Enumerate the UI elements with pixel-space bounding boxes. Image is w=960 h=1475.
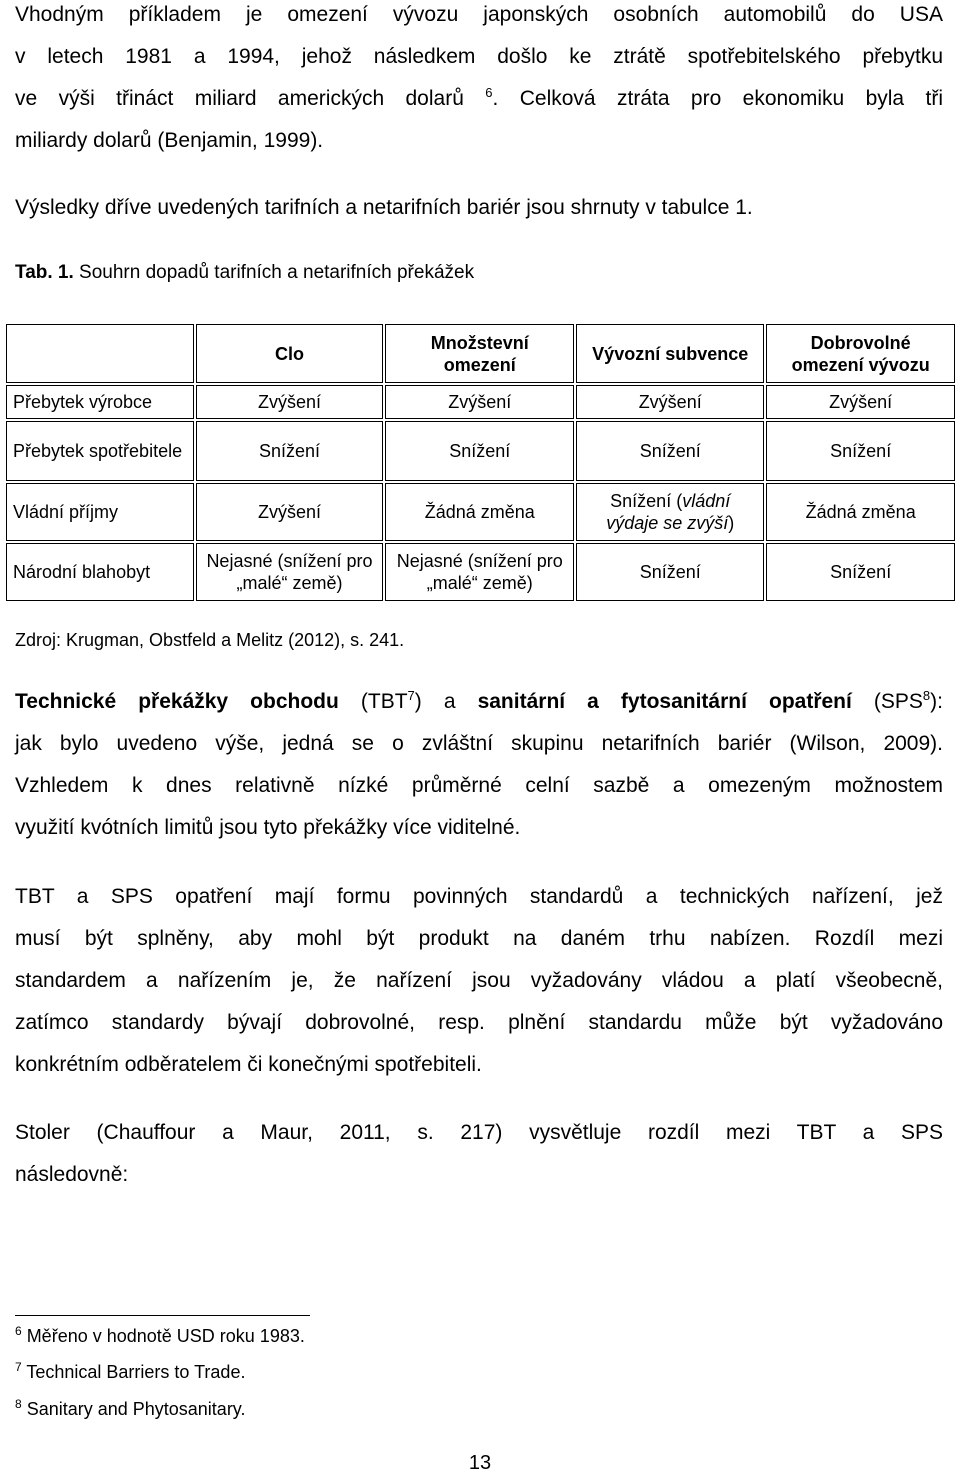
text-line: Vhodným příkladem je omezení vývozu japonských osobních automobilů do USA: [15, 3, 943, 26]
table-row: [6, 421, 955, 481]
text-fragment: ):: [930, 690, 943, 713]
text-line: Stoler (Chauffour a Maur, 2011, s. 217) vysvětluje rozdíl mezi TBT a SPS: [15, 1121, 943, 1144]
text-line: Výsledky dříve uvedených tarifních a netarifních bariér jsou shrnuty v tabulce 1.: [15, 196, 753, 219]
footnote: [15, 1360, 245, 1384]
text-fragment: (TBT: [338, 690, 408, 713]
table-cell: Žádná změna: [766, 483, 955, 541]
paragraph-tbt-sps: [15, 681, 943, 849]
table-row: [6, 385, 955, 419]
footnote-separator: [15, 1315, 310, 1316]
table-cell: Zvýšení: [196, 385, 384, 419]
footnote-reference: 8: [922, 688, 931, 703]
text-fragment: . Celková ztráta pro ekonomiku byla tři: [492, 87, 943, 110]
text-line: standardem a nařízením je, že nařízení jsou vyžadovány vládou a platí všeobecně,: [15, 969, 943, 992]
table-cell: Snížení: [196, 421, 384, 481]
table-header-cell: Clo: [196, 324, 384, 383]
table-row-header: Vládní příjmy: [6, 483, 194, 541]
text-line: konkrétním odběratelem či konečnými spotřebiteli.: [15, 1053, 482, 1076]
table-row-header: Přebytek spotřebitele: [6, 421, 194, 481]
footnote-number: 7: [15, 1360, 22, 1374]
table-header-cell: Dobrovolné omezení vývozu: [766, 324, 955, 383]
table-source: Zdroj: Krugman, Obstfeld a Melitz (2012), s. 241.: [15, 630, 405, 650]
table-cell: Nejasné (snížení pro „malé“ země): [385, 543, 574, 601]
table-caption: [15, 258, 474, 288]
table-cell: Snížení: [576, 421, 764, 481]
table-cell: Snížení: [766, 543, 955, 601]
footnote-reference: 6: [485, 85, 493, 100]
footnote-text: Sanitary and Phytosanitary.: [21, 1399, 246, 1419]
footnote-reference: 7: [407, 688, 415, 703]
text-line: Vzhledem k dnes relativně nízké průměrné celní sazbě a omezeným možnostem: [15, 774, 943, 797]
table-cell: Žádná změna: [385, 483, 574, 541]
text-line: v letech 1981 a 1994, jehož následkem došlo ke ztrátě spotřebitelského přebytku: [15, 45, 943, 68]
table-label: Tab. 1.: [15, 262, 74, 283]
table-cell: Snížení: [576, 543, 764, 601]
table-cell: Nejasné (snížení pro „malé“ země): [196, 543, 384, 601]
table-cell: Snížení: [385, 421, 574, 481]
text-line: využití kvótních limitů jsou tyto překážky více viditelné.: [15, 816, 521, 839]
text-line: jak bylo uvedeno výše, jedná se o zvláštní skupinu netarifních bariér (Wilson, 2009).: [15, 732, 943, 755]
paragraph-export-restraint: [15, 0, 943, 162]
table-row-header: Přebytek výrobce: [6, 385, 194, 419]
table-cell: [576, 483, 764, 541]
cell-text: ): [728, 513, 735, 533]
footnote-number: 8: [15, 1397, 22, 1411]
text-line: následovně:: [15, 1163, 129, 1186]
table-cell: Zvýšení: [385, 385, 574, 419]
text-line: TBT a SPS opatření mají formu povinných standardů a technických nařízení, jež: [15, 885, 943, 908]
text-line: miliardy dolarů (Benjamin, 1999).: [15, 129, 324, 152]
table-row: [6, 483, 955, 541]
footnote: [15, 1324, 305, 1348]
cell-italic-text: vládní výdaje se zvýší: [606, 491, 731, 533]
table-header-cell: [6, 324, 194, 383]
footnote-text: Měřeno v hodnotě USD roku 1983.: [21, 1326, 305, 1346]
text-line: musí být splněny, aby mohl být produkt na daném trhu nabízen. Rozdíl mezi: [15, 927, 943, 950]
table-row-header: Národní blahobyt: [6, 543, 194, 601]
footnote-number: 6: [15, 1324, 22, 1338]
text-fragment: ve výši třináct miliard amerických dolarů: [15, 87, 464, 110]
text-line: zatímco standardy bývají dobrovolné, resp. plnění standardu může být vyžadováno: [15, 1011, 943, 1034]
bold-term: Technické překážky obchodu: [15, 690, 339, 713]
text-fragment: ) a: [414, 690, 478, 713]
paragraph-stoler: [15, 1112, 943, 1196]
text-fragment: (SPS: [851, 690, 923, 713]
paragraph-standards: [15, 876, 943, 1086]
table-cell: Snížení: [766, 421, 955, 481]
table-cell: Zvýšení: [766, 385, 955, 419]
table-header-row: [6, 324, 955, 383]
page-number: 13: [468, 1452, 492, 1474]
text-line: [15, 78, 943, 120]
cell-text: Snížení (: [610, 491, 683, 511]
table-cell: Zvýšení: [576, 385, 764, 419]
table-caption-text: Souhrn dopadů tarifních a netarifních překážek: [73, 262, 475, 283]
impact-summary-table: [4, 322, 957, 603]
text-line: [15, 681, 943, 723]
paragraph-table-intro: [15, 187, 943, 229]
table-row: [6, 543, 955, 601]
bold-term: sanitární a fytosanitární opatření: [477, 690, 852, 713]
footnote-text: Technical Barriers to Trade.: [21, 1362, 246, 1382]
table-header-cell: Vývozní subvence: [576, 324, 764, 383]
table-cell: Zvýšení: [196, 483, 384, 541]
footnote: [15, 1397, 245, 1421]
table-header-cell: Množstevní omezení: [385, 324, 574, 383]
